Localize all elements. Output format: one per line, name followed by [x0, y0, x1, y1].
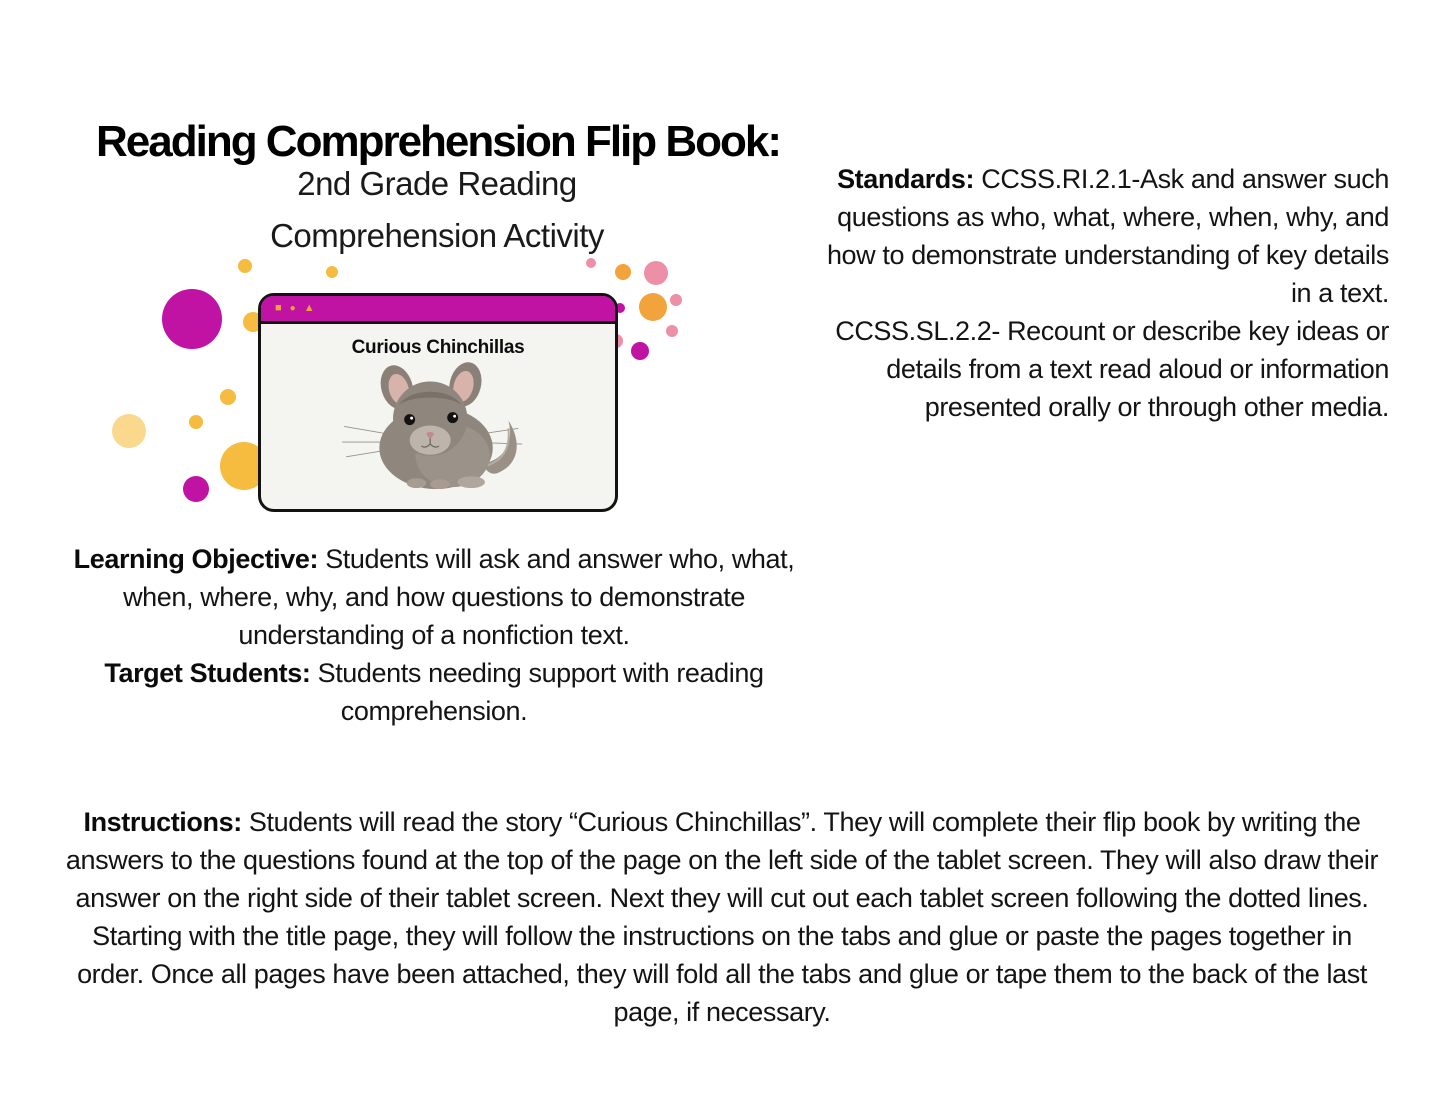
browser-window-graphic [258, 293, 618, 512]
browser-titlebar [261, 296, 615, 324]
instructions-label: Instructions: [83, 807, 242, 837]
instructions-section [61, 803, 1383, 1031]
decor-dot [183, 476, 209, 502]
chinchilla-image [340, 358, 536, 495]
window-title: Curious Chinchillas [351, 337, 525, 358]
page-subtitle-line2: Comprehension Activity [270, 217, 604, 255]
decor-dot [162, 289, 222, 349]
standards-paragraph-ri [823, 160, 1389, 312]
learning-objective-paragraph [38, 540, 830, 654]
learning-objective-label: Learning Objective: [73, 544, 319, 574]
target-students-label: Target Students: [104, 658, 311, 689]
instructions-text: Students will read the story “Curious Chinchillas”. They will complete their flip book by writing the answers to the questions found at the top of the page on the left side of the tablet screen. They will also draw their answer on the right side of their tablet screen. Next they will cut out each tablet screen following the dotted lines. Starting with the title page, they will follow the instructions on the tabs and glue or paste the pages together in order. Once all pages have been attached, they will fold all the tabs and glue or tape them to the back of the last page, if necessary. [65, 807, 1379, 1028]
square-icon: ■ [275, 302, 282, 314]
target-students-paragraph [38, 654, 830, 730]
standards-label: Standards: [837, 164, 975, 194]
standards-sl-text: CCSS.SL.2.2- Recount or describe key ideas or details from a text read aloud or information presented orally or through other media. [835, 316, 1389, 423]
standards-ri-text: CCSS.RI.2.1-Ask and answer such questions as who, what, where, when, why, and how to demonstrate understanding of key details in a text. [826, 164, 1389, 309]
page-title: Reading Comprehension Flip Book: [96, 117, 781, 167]
decor-dot [326, 266, 338, 278]
decor-dot [112, 414, 146, 448]
learning-objective-text: Students will ask and answer who, what, when, where, why, and how questions to demonstrate understanding of a nonfiction text. [123, 544, 795, 651]
decor-dot [670, 294, 682, 306]
decor-dot [631, 342, 649, 360]
instructions-paragraph [61, 803, 1383, 1031]
decor-dot [666, 325, 678, 337]
decor-dot [639, 293, 667, 321]
decor-dot [615, 264, 631, 280]
standards-section [823, 160, 1389, 426]
decor-dot [220, 389, 236, 405]
objective-section [38, 540, 830, 730]
page-subtitle [187, 158, 687, 262]
standards-paragraph-sl [823, 312, 1389, 426]
decor-dot [189, 415, 203, 429]
circle-icon: ● [289, 302, 296, 314]
target-students-text: Students needing support with reading comprehension. [317, 658, 764, 727]
triangle-icon: ▲ [303, 302, 315, 314]
decor-dot [644, 261, 668, 285]
page-subtitle-line1: 2nd Grade Reading [297, 165, 577, 202]
